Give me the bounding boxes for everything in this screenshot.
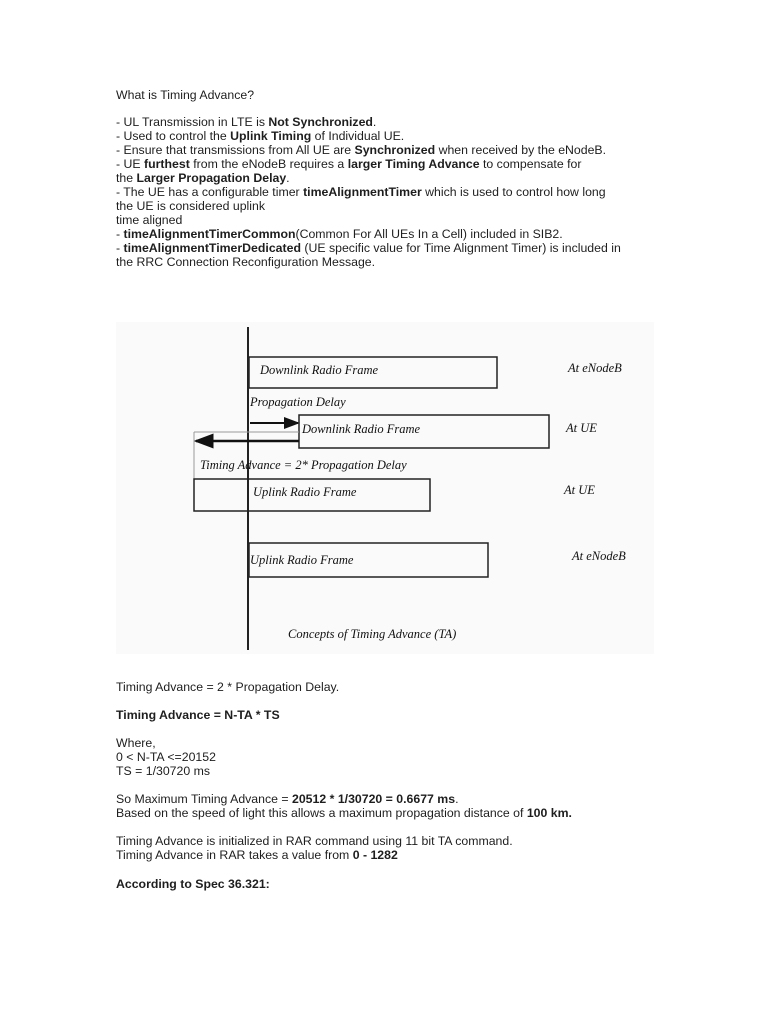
at-ue-label-1: At UE [566, 421, 597, 435]
bullet-bold-text: timeAlignmentTimerCommon [123, 227, 296, 241]
bullet-text: - Used to control the [116, 129, 231, 143]
bullet-line [116, 227, 676, 241]
bullet-text: when received by the eNodeB. [435, 143, 607, 157]
rar-range-prefix: Timing Advance in RAR takes a value from [116, 848, 353, 862]
bullet-text: - UE [116, 157, 145, 171]
bullet-text: - [116, 227, 124, 241]
bullet-text: the RRC Connection Reconfiguration Message. [116, 255, 376, 269]
bullet-text: which is used to control how long [421, 185, 606, 199]
bullet-bold-text: larger Timing Advance [347, 157, 480, 171]
bullet-text: the UE is considered uplink [116, 199, 266, 213]
section-heading: What is Timing Advance? [116, 88, 255, 102]
bullet-text: time aligned [116, 213, 183, 227]
max-ta-expression: 20512 * 1/30720 = 0.6677 ms [292, 792, 456, 806]
downlink-frame-ue-label: Downlink Radio Frame [302, 422, 421, 436]
bullet-text: . [286, 171, 290, 185]
at-enodeb-label-2: At eNodeB [572, 549, 626, 563]
bullet-line [116, 199, 676, 213]
rar-init-line: Timing Advance is initialized in RAR command using 11 bit TA command. [116, 834, 513, 848]
max-distance-line [116, 806, 572, 820]
bullet-line [116, 185, 676, 199]
propagation-delay-label: Propagation Delay [250, 395, 346, 409]
bullet-line [116, 115, 676, 129]
bullet-text: (UE specific value for Time Alignment Timer) is included in [300, 241, 621, 255]
bullet-text: - UL Transmission in LTE is [116, 115, 269, 129]
downlink-frame-enodeb-label: Downlink Radio Frame [260, 363, 379, 377]
formula-line-1: Timing Advance = 2 * Propagation Delay. [116, 680, 340, 694]
bullet-text: - [116, 241, 124, 255]
condition-n-ta: 0 < N-TA <=20152 [116, 750, 216, 764]
diagram-caption: Concepts of Timing Advance (TA) [288, 627, 457, 641]
bullet-line [116, 157, 676, 171]
at-ue-label-2: At UE [564, 483, 595, 497]
at-enodeb-label-1: At eNodeB [568, 361, 622, 375]
max-distance-prefix: Based on the speed of light this allows a maximum propagation distance of [116, 806, 527, 820]
bullet-bold-text: furthest [144, 157, 190, 171]
bullet-text: to compensate for [479, 157, 582, 171]
bullet-line [116, 213, 676, 227]
bullet-bold-text: Synchronized [354, 143, 436, 157]
uplink-frame-enodeb-label: Uplink Radio Frame [250, 553, 354, 567]
formula-line-2: Timing Advance = N-TA * TS [116, 708, 280, 722]
where-label: Where, [116, 736, 156, 750]
bullet-bold-text: Uplink Timing [230, 129, 312, 143]
diagram-svg [116, 322, 654, 654]
bullet-text: the [116, 171, 137, 185]
bullet-line [116, 241, 676, 255]
max-ta-suffix: . [455, 792, 459, 806]
bullet-text: of Individual UE. [311, 129, 405, 143]
bullet-line [116, 129, 676, 143]
bullet-line [116, 143, 676, 157]
rar-range-line [116, 848, 398, 862]
bullet-line [116, 171, 676, 185]
spec-reference: According to Spec 36.321: [116, 877, 270, 891]
bullet-bold-text: timeAlignmentTimer [303, 185, 422, 199]
timing-advance-diagram [116, 322, 654, 654]
uplink-frame-ue-label: Uplink Radio Frame [253, 485, 357, 499]
bullet-bold-text: timeAlignmentTimerDedicated [123, 241, 301, 255]
max-timing-advance-line [116, 792, 459, 806]
bullet-text: - The UE has a configurable timer [116, 185, 304, 199]
bullet-text: (Common For All UEs In a Cell) included in SIB2. [295, 227, 563, 241]
max-distance-value: 100 km. [526, 806, 572, 820]
condition-ts: TS = 1/30720 ms [116, 764, 210, 778]
bullet-text: - Ensure that transmissions from All UE are [116, 143, 355, 157]
bullet-line [116, 255, 676, 269]
bullet-bold-text: Not Synchronized [268, 115, 373, 129]
timing-advance-equation-label: Timing Advance = 2* Propagation Delay [200, 458, 407, 472]
rar-range-value: 0 - 1282 [352, 848, 398, 862]
bullet-bold-text: Larger Propagation Delay [136, 171, 287, 185]
max-ta-prefix: So Maximum Timing Advance = [116, 792, 292, 806]
bullet-text: . [372, 115, 377, 129]
bullet-text: from the eNodeB requires a [189, 157, 348, 171]
